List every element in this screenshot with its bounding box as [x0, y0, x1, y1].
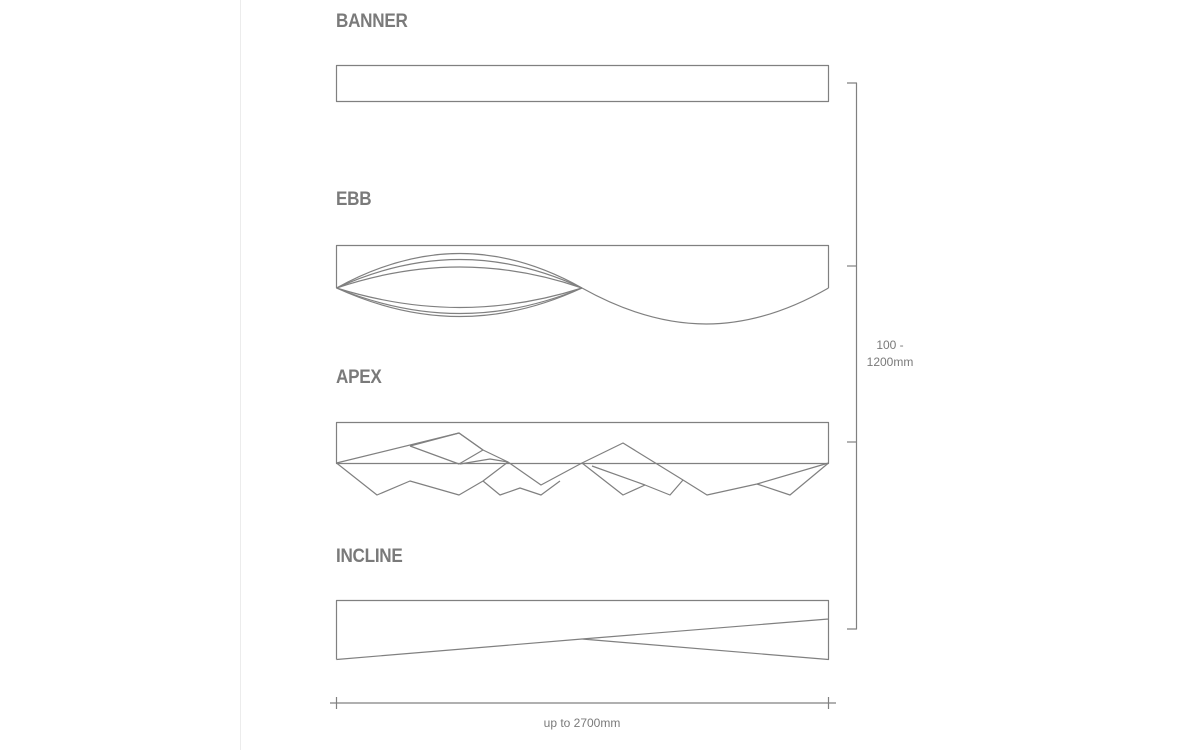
ebb-arc-lower-1: [337, 288, 583, 308]
height-dimension: [847, 83, 857, 629]
apex-facet-1: [410, 433, 483, 464]
width-dimension-label: up to 2700mm: [543, 716, 621, 730]
height-label-line2: 1200mm: [866, 355, 914, 369]
apex-fold-line-2: [337, 462, 509, 495]
height-dimension-label: [858, 337, 922, 371]
incline-label: INCLINE: [336, 546, 403, 567]
apex-outline: [337, 423, 829, 464]
banner-label: BANNER: [336, 11, 408, 32]
apex-profile: [337, 423, 829, 496]
apex-label: APEX: [336, 367, 382, 388]
ebb-arc-lower-3: [337, 288, 583, 317]
ebb-arc-upper-2: [337, 260, 583, 289]
incline-profile: [337, 601, 829, 660]
ebb-label: EBB: [336, 189, 372, 210]
ebb-wave: [582, 288, 829, 324]
ebb-arc-lower-2: [337, 288, 583, 314]
height-label-line1: 100 -: [876, 338, 904, 352]
ebb-arc-upper-1: [337, 254, 583, 289]
ebb-top-edge: [337, 246, 829, 289]
incline-outline: [337, 601, 829, 660]
apex-facet-6: [592, 466, 645, 485]
banner-outline: [337, 66, 829, 102]
incline-fold: [337, 639, 583, 660]
apex-facet-2: [483, 481, 560, 495]
width-dimension: [330, 697, 836, 709]
ebb-profile: [337, 246, 829, 325]
apex-facet-4: [757, 463, 829, 495]
banner-profile: [337, 66, 829, 102]
height-bracket: [847, 83, 857, 629]
